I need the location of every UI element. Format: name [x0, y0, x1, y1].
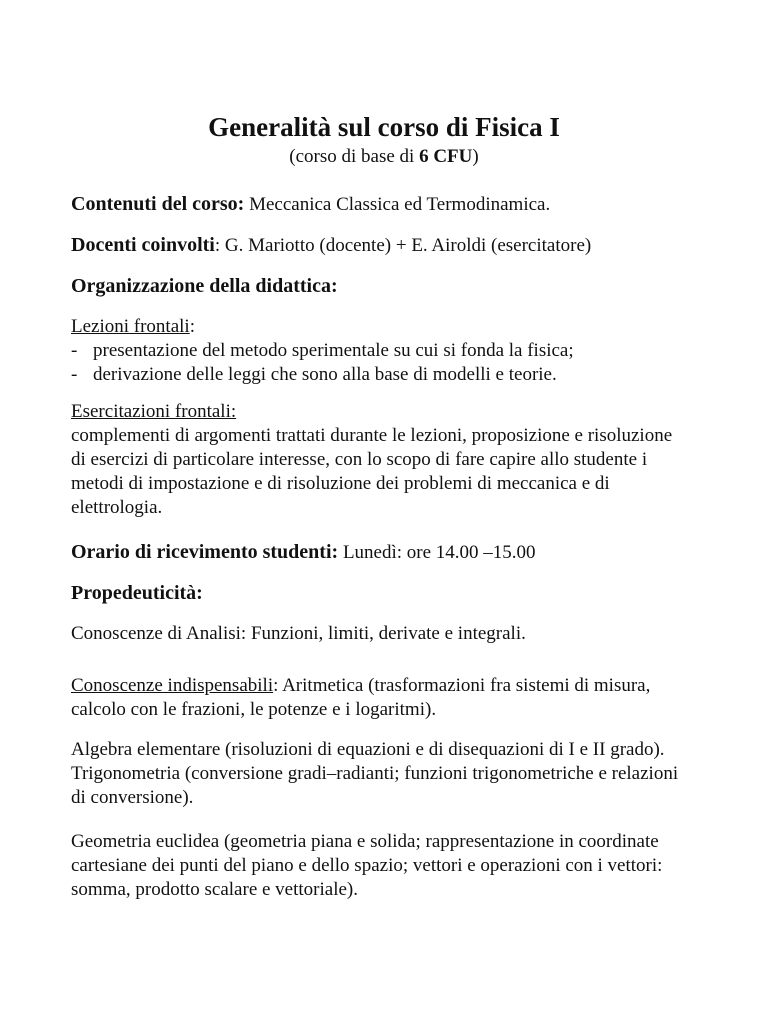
analisi-paragraph: Conoscenze di Analisi: Funzioni, limiti, derivate e integrali.	[71, 623, 526, 644]
geometria-paragraph: Geometria euclidea (geometria piana e solida; rappresentazione in coordinate cartesiane dei punti del piano e dello spazio; vettori e operazioni con i vettori: somma, prodotto scalare e vettoriale).	[71, 831, 663, 900]
indispensabili-label: Conoscenze indispensabili	[71, 675, 274, 696]
subtitle-suffix: )	[472, 146, 479, 167]
lezioni-section	[71, 315, 711, 387]
lezioni-item-text: presentazione del metodo sperimentale su cui si fonda la fisica;	[93, 340, 574, 361]
docenti-label: Docenti coinvolti	[71, 234, 215, 256]
docenti-section	[71, 233, 711, 258]
propedeuticita-heading: Propedeuticità:	[71, 582, 203, 604]
algebra-paragraph: Algebra elementare (risoluzioni di equazioni e di disequazioni di I e II grado). Trigonometria (conversione gradi–radianti; funzioni trigonometriche e relazioni di conversione).	[71, 739, 679, 808]
orario-label: Orario di ricevimento studenti:	[71, 541, 339, 563]
orario-section	[71, 540, 711, 565]
contenuti-text: Meccanica Classica ed Termodinamica.	[244, 194, 551, 215]
lezioni-item	[71, 339, 711, 363]
orario-text: Lunedì: ore 14.00 –15.00	[338, 542, 536, 563]
docenti-text: : G. Mariotto (docente) + E. Airoldi (esercitatore)	[214, 235, 592, 256]
lezioni-item	[71, 363, 711, 387]
lezioni-label: Lezioni frontali	[71, 316, 190, 337]
esercitazioni-text: complementi di argomenti trattati durante le lezioni, proposizione e risoluzione di esercizi di particolare interesse, con lo scopo di fare capire allo studente i metodi di impostazione e di risoluzione dei problemi di meccanica e di elettrologia.	[71, 425, 673, 518]
lezioni-heading	[71, 315, 711, 339]
esercitazioni-label: Esercitazioni frontali:	[71, 401, 237, 422]
lezioni-item-text: derivazione delle leggi che sono alla base di modelli e teorie.	[93, 364, 557, 385]
lezioni-colon: :	[189, 316, 195, 337]
list-dash: -	[71, 340, 78, 361]
subtitle	[0, 145, 768, 169]
organizzazione-heading: Organizzazione della didattica:	[71, 275, 338, 297]
subtitle-cfu: 6 CFU	[419, 146, 473, 167]
indispensabili-paragraph	[71, 674, 696, 722]
esercitazioni-section	[71, 400, 691, 520]
indispensabili-text: : Aritmetica (trasformazioni fra sistemi di misura, calcolo con le frazioni, le potenze e i logaritmi).	[71, 675, 651, 720]
contenuti-section	[71, 192, 711, 217]
list-dash: -	[71, 364, 78, 385]
page-title: Generalità sul corso di Fisica I	[208, 112, 560, 142]
contenuti-label: Contenuti del corso:	[71, 193, 245, 215]
subtitle-prefix: (corso di base di	[289, 146, 420, 167]
